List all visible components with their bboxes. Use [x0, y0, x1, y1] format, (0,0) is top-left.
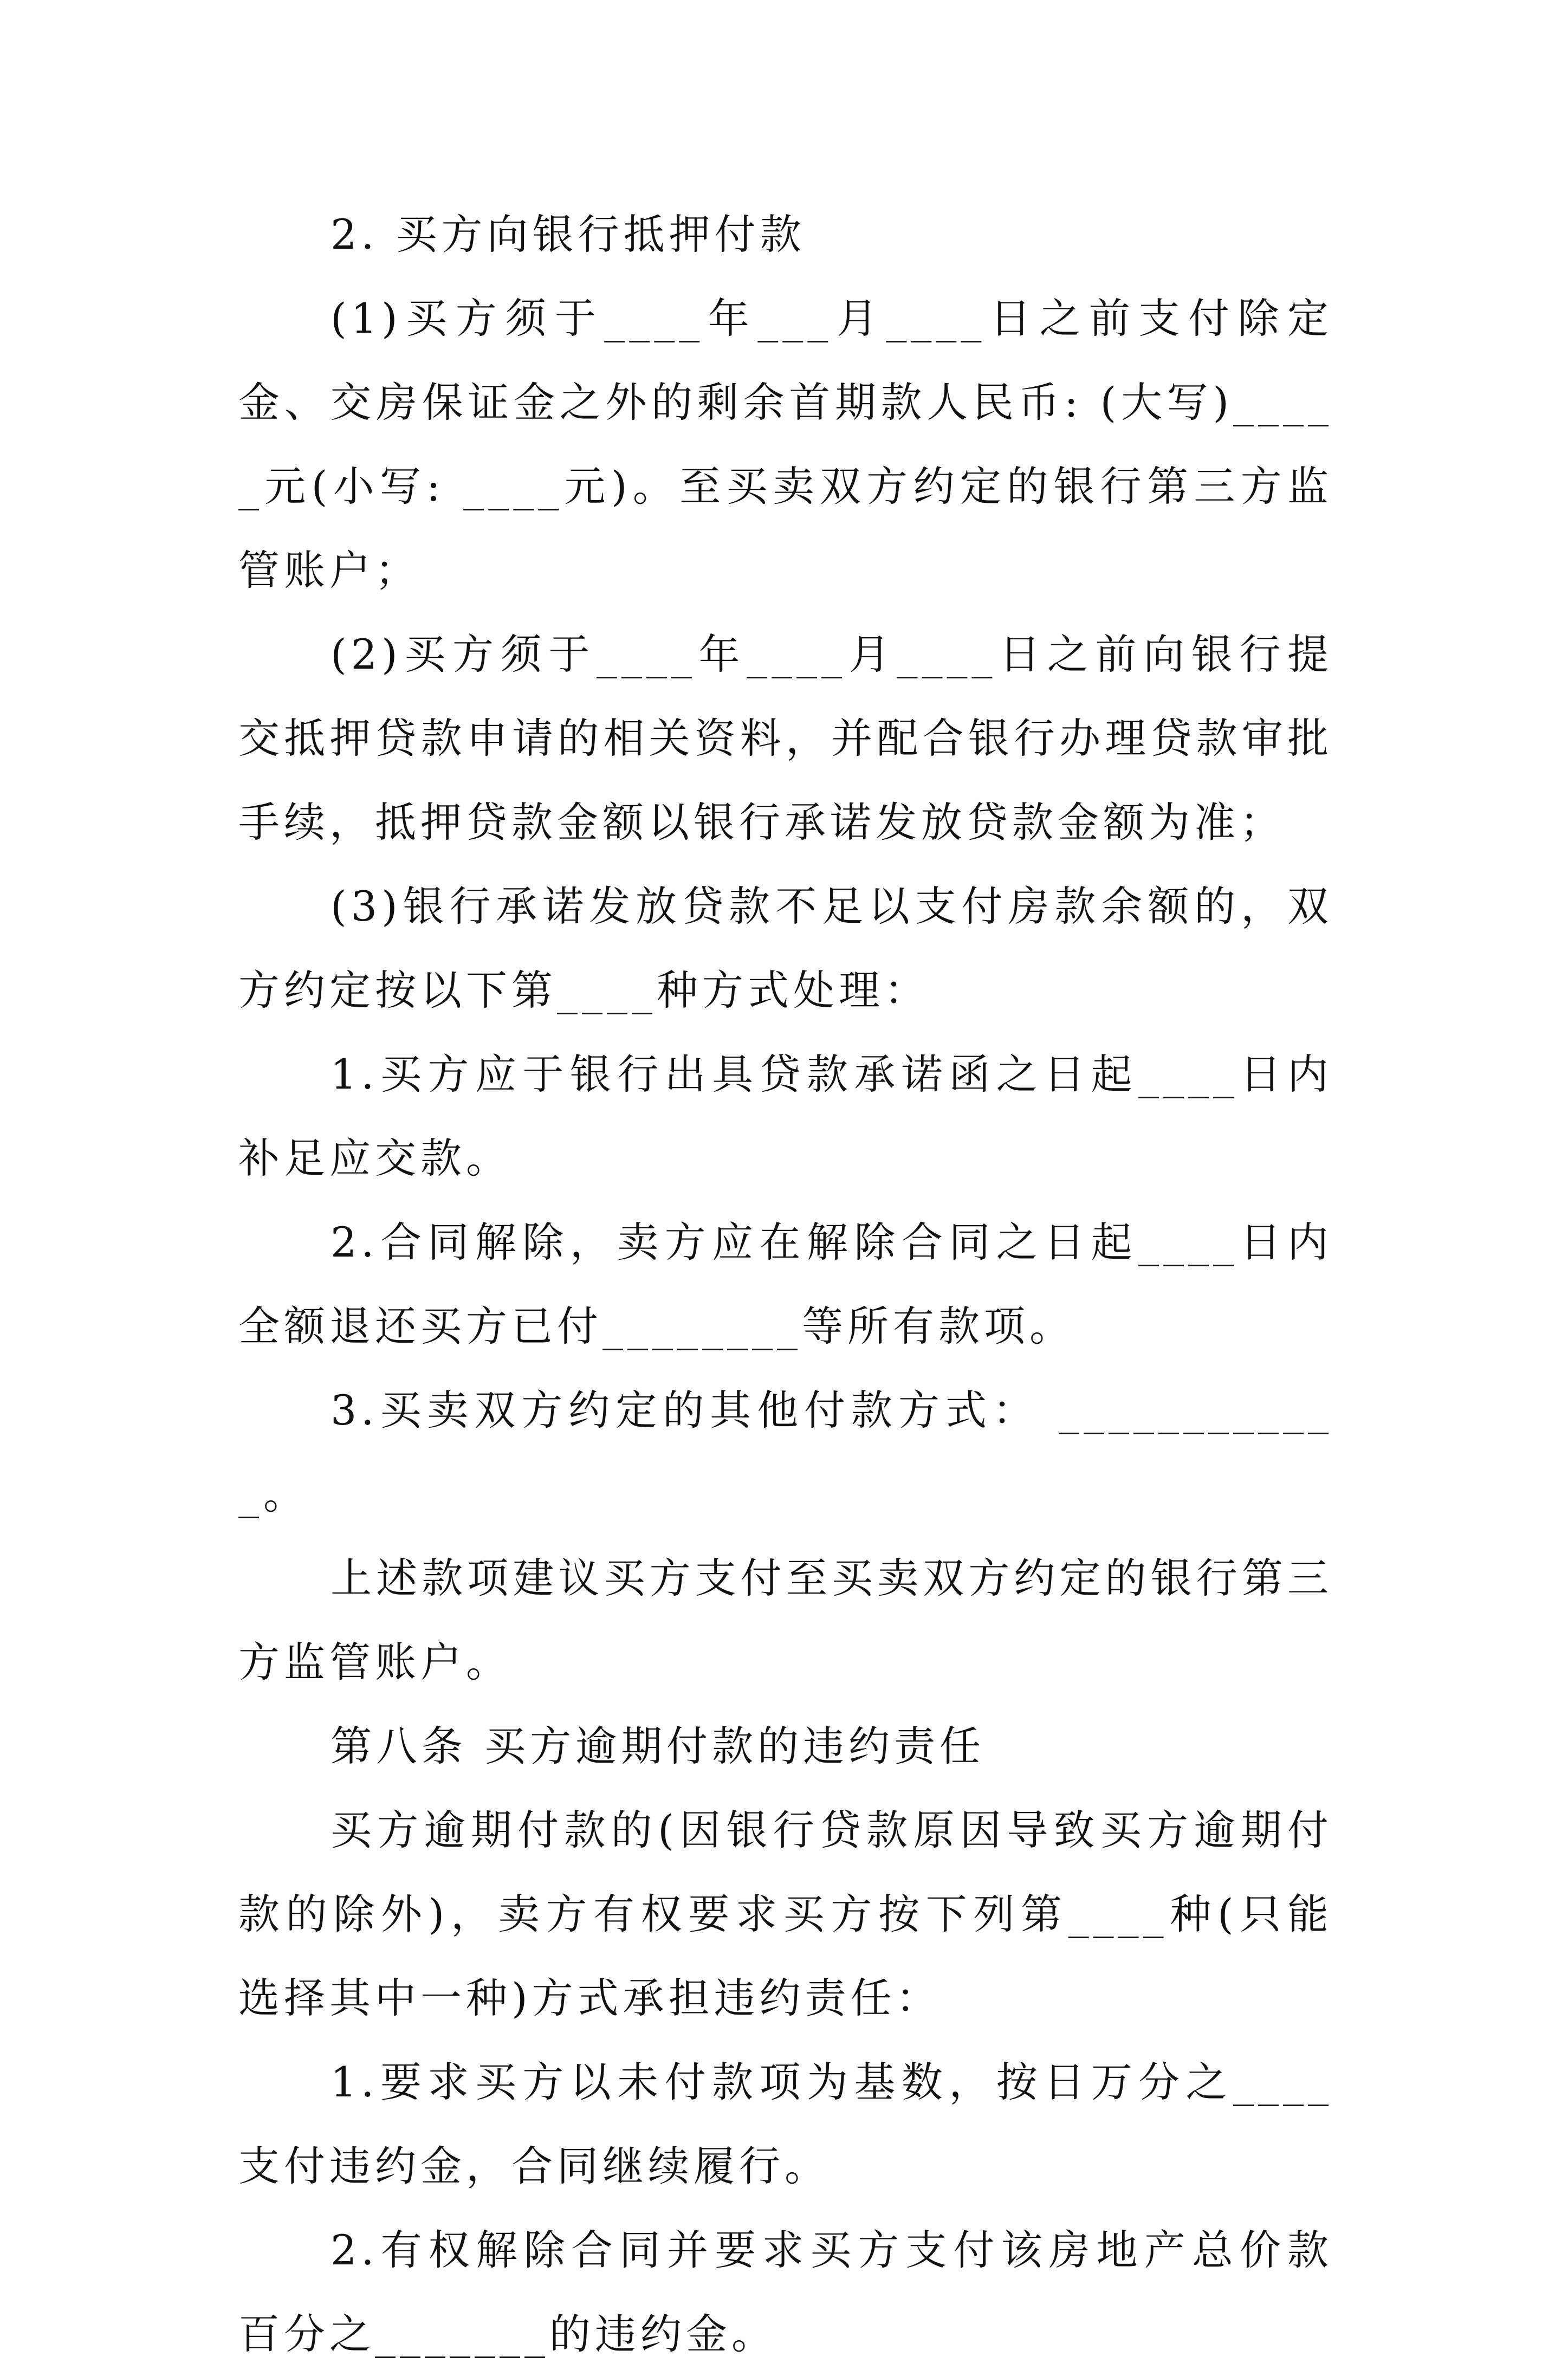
paragraph-option-1: 1.买方应于银行出具贷款承诺函之日起____日内补足应交款。 [238, 1050, 1333, 1182]
paragraph-article-8-title: 第八条 买方逾期付款的违约责任 [331, 1722, 986, 1770]
paragraph-penalty-2: 2.有权解除合同并要求买方支付该房地产总价款百分之_______的违约金。 [238, 2226, 1333, 2358]
paragraph-option-3: 3.买卖双方约定的其他付款方式： ____________。 [238, 1386, 1333, 1518]
paragraph-heading-mortgage: 2. 买方向银行抵押付款 [331, 210, 806, 258]
paragraph-penalty-1: 1.要求买方以未付款项为基数，按日万分之____支付违约金，合同继续履行。 [238, 2058, 1333, 2190]
paragraph-option-2: 2.合同解除，卖方应在解除合同之日起____日内全额退还买方已付________等所有款项。 [238, 1218, 1333, 1350]
paragraph-article-8-body: 买方逾期付款的(因银行贷款原因导致买方逾期付款的除外)，卖方有权要求买方按下列第____种(只能选择其中一种)方式承担违约责任： [238, 1806, 1333, 2022]
paragraph-item-2: (2)买方须于____年____月____日之前向银行提交抵押贷款申请的相关资料，并配合银行办理贷款审批手续，抵押贷款金额以银行承诺发放贷款金额为准； [238, 630, 1333, 846]
document-page [238, 0, 1333, 2358]
paragraph-item-1: (1)买方须于____年___月____日之前支付除定金、交房保证金之外的剩余首期款人民币: (大写)_____元(小写: ____元)。至买卖双方约定的银行第三方监管账户； [238, 294, 1333, 594]
paragraph-note: 上述款项建议买方支付至买卖双方约定的银行第三方监管账户。 [238, 1554, 1333, 1686]
paragraph-item-3: (3)银行承诺发放贷款不足以支付房款余额的，双方约定按以下第____种方式处理： [238, 882, 1333, 1014]
